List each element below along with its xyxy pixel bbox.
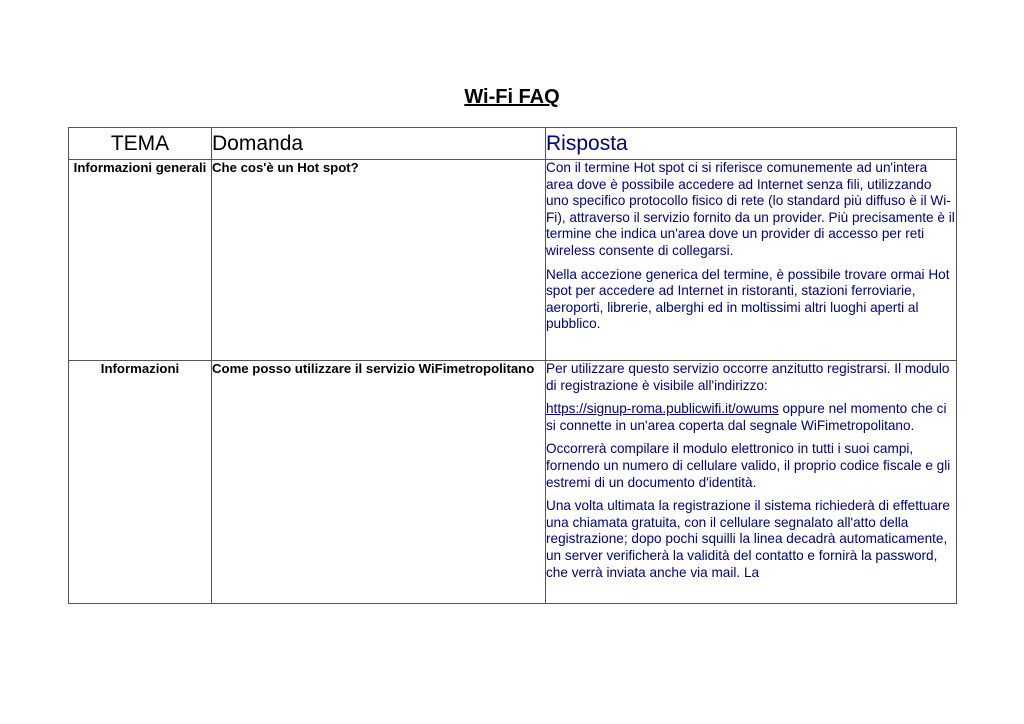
cell-domanda: Come posso utilizzare il servizio WiFimetropolitano <box>212 361 546 604</box>
cell-risposta <box>546 160 957 361</box>
cell-tema: Informazioni generali <box>69 160 212 361</box>
answer-paragraph: Per utilizzare questo servizio occorre anzitutto registrarsi. Il modulo di registrazione è visibile all'indirizzo: <box>546 361 950 393</box>
header-tema: TEMA <box>69 128 212 160</box>
answer-paragraph: Occorrerà compilare il modulo elettronico in tutti i suoi campi, fornendo un numero di cellulare valido, il proprio codice fiscale e gli estremi di un documento d'identità. <box>546 441 951 490</box>
faq-table <box>68 127 957 604</box>
cell-risposta <box>546 361 957 604</box>
table-row <box>69 160 957 361</box>
answer-paragraph: Una volta ultimata la registrazione il sistema richiederà di effettuare una chiamata gratuita, con il cellulare segnalato all'atto della registrazione; dopo pochi squilli la linea decadrà automaticamente, un server verificherà la validità del contatto e fornirà la password, che verrà inviata anche via mail. La <box>546 498 950 580</box>
table-row <box>69 361 957 604</box>
answer-text: oppure nel momento che ci si connette in un'area coperta dal segnale WiFimetropolitano. <box>546 401 947 433</box>
header-risposta: Risposta <box>546 128 957 160</box>
answer-clip <box>546 361 956 599</box>
signup-link[interactable]: https://signup-roma.publicwifi.it/owums <box>546 401 779 417</box>
answer-paragraph: Nella accezione generica del termine, è possibile trovare ormai Hot spot per accedere ad Internet in ristoranti, stazioni ferroviarie, aeroporti, librerie, alberghi ed in moltissimi altri luoghi aperti al pubblico. <box>546 266 950 332</box>
document-title: Wi-Fi FAQ <box>464 86 560 108</box>
table-header-row <box>69 128 957 160</box>
header-domanda: Domanda <box>212 128 546 160</box>
cell-tema: Informazioni <box>69 361 212 604</box>
answer-paragraph <box>546 401 956 434</box>
answer-paragraph: Con il termine Hot spot ci si riferisce comunemente ad un'intera area dove è possibile accedere ad Internet senza fili, utilizzando uno specifico protocollo fisico di rete (lo standard più diffuso è il Wi-Fi), attraverso il servizio fornito da un provider. Più precisamente è il termine che indica un'area dove un provider di accesso per reti wireless consente di collegarsi. <box>546 160 955 258</box>
cell-domanda: Che cos'è un Hot spot? <box>212 160 546 361</box>
